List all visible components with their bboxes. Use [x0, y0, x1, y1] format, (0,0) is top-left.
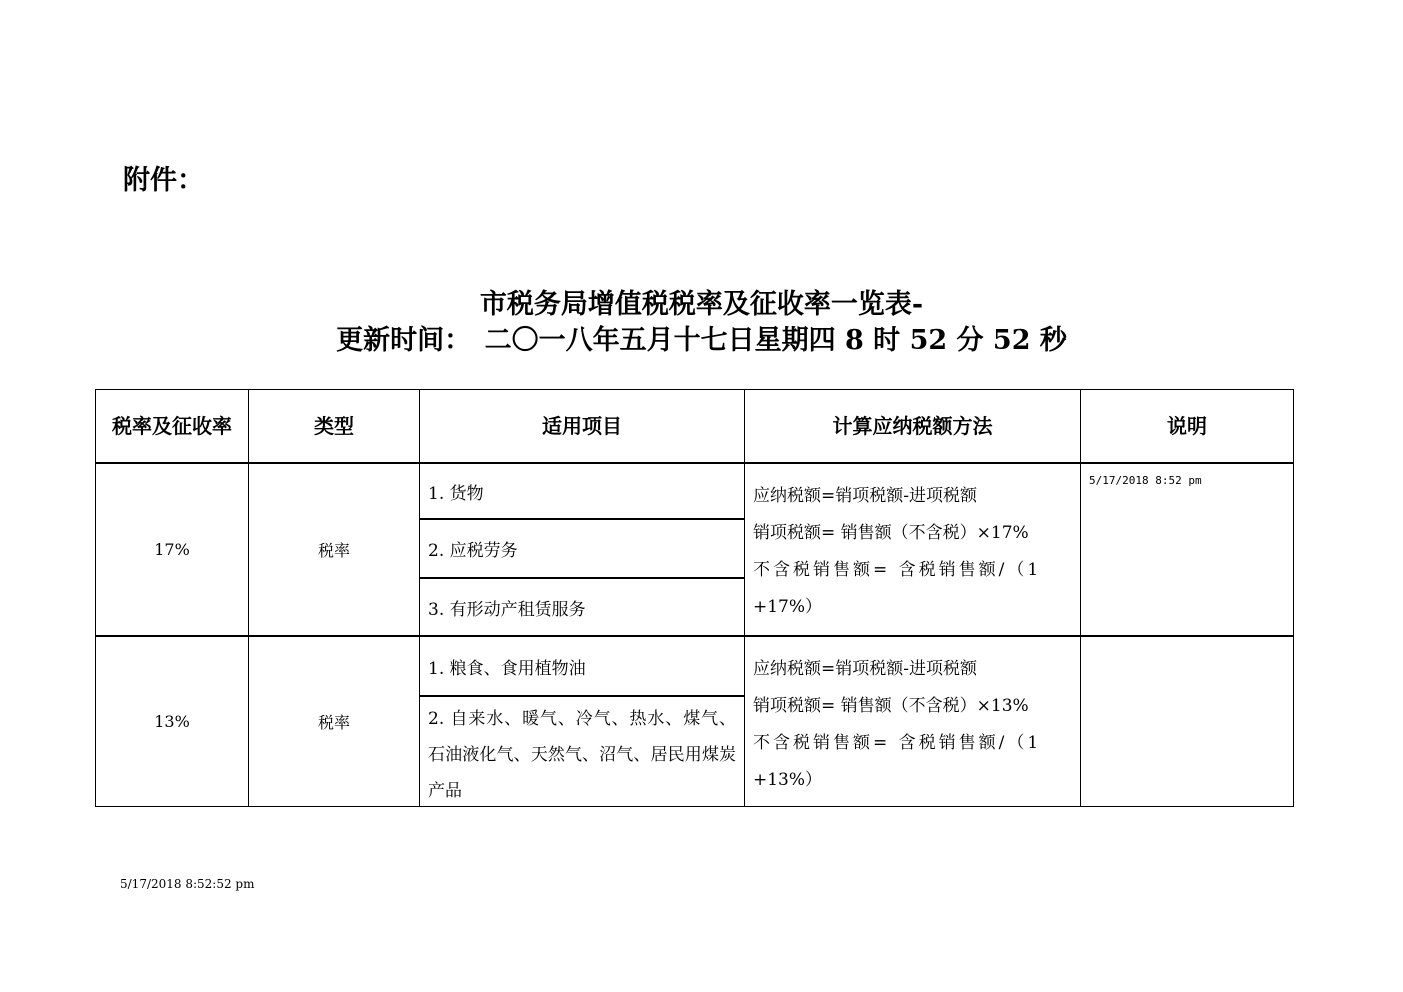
row2-item: 2. 自来水、暖气、冷气、热水、煤气、石油液化气、天然气、沼气、居民用煤炭产品 — [419, 696, 745, 807]
row2-type: 税率 — [248, 636, 420, 807]
formula-line: 不含税销售额= 含税销售额/（1 — [753, 560, 1042, 580]
footer-timestamp: 5/17/2018 8:52:52 pm — [120, 877, 255, 891]
header-items: 适用项目 — [419, 389, 745, 463]
header-method: 计算应纳税额方法 — [744, 389, 1081, 463]
header-type: 类型 — [248, 389, 420, 463]
header-rate: 税率及征收率 — [95, 389, 249, 463]
formula-line: 不含税销售额= 含税销售额/（1 — [753, 733, 1042, 753]
update-time: 更新时间： 二〇一八年五月十七日星期四 8 时 52 分 52 秒 — [336, 325, 1067, 356]
row1-item: 2. 应税劳务 — [419, 519, 745, 578]
formula-line: 应纳税额=销项税额-进项税额 — [753, 486, 977, 506]
row1-rate: 17% — [95, 463, 249, 636]
formula-line: +13%） — [753, 770, 823, 790]
document-title: 市税务局增值税税率及征收率一览表- — [479, 289, 924, 320]
formula-line: +17%） — [753, 597, 823, 617]
row2-item: 1. 粮食、食用植物油 — [419, 636, 745, 696]
formula-line: 应纳税额=销项税额-进项税额 — [753, 659, 977, 679]
formula-line: 销项税额= 销售额（不含税）×17% — [753, 523, 1029, 543]
formula-line: 销项税额= 销售额（不含税）×13% — [753, 696, 1029, 716]
row2-rate: 13% — [95, 636, 249, 807]
attachment-label: 附件： — [123, 165, 204, 196]
row1-formula — [744, 463, 1081, 636]
row2-formula — [744, 636, 1081, 807]
row1-note: 5/17/2018 8:52 pm — [1080, 463, 1294, 636]
row1-item: 1. 货物 — [419, 463, 745, 519]
row1-item: 3. 有形动产租赁服务 — [419, 578, 745, 636]
row2-note — [1080, 636, 1294, 807]
row1-type: 税率 — [248, 463, 420, 636]
header-note: 说明 — [1080, 389, 1294, 463]
